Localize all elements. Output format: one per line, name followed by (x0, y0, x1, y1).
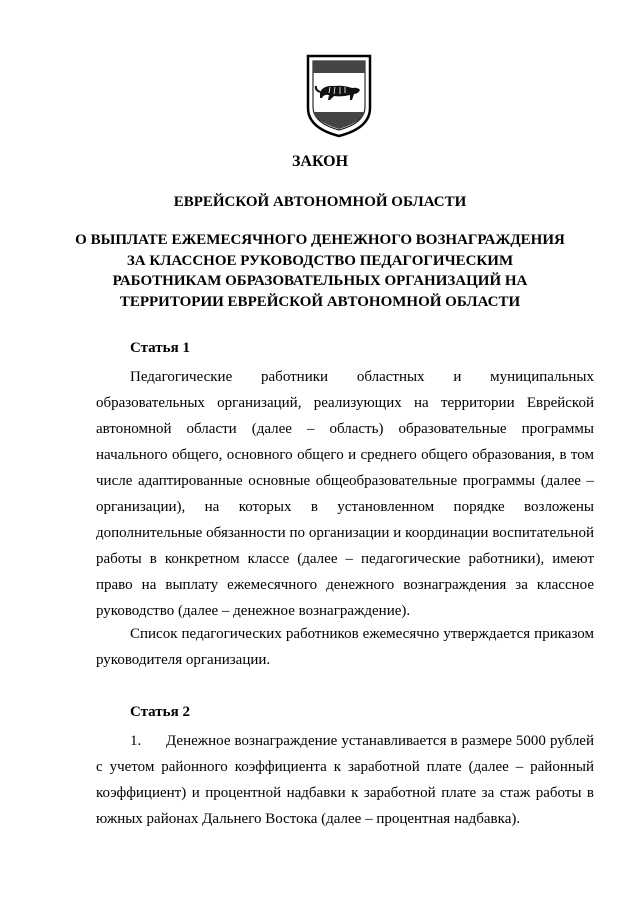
article-1-heading: Статья 1 (130, 340, 190, 356)
subject-line: РАБОТНИКАМ ОБРАЗОВАТЕЛЬНЫХ ОРГАНИЗАЦИЙ НА (112, 273, 528, 289)
article-1-paragraph-1: Педагогические работники областных и муниципальных образовательных организаций, реализующих на территории Еврейской автономной области (далее – область) образовательные программы начального общего, основного общего и среднего общего образования, в том числе адаптированные основные общеобразовательные программы (далее – организации), на которых в установленном порядке возложены дополнительные обязанности по организации и координации воспитательной работы в конкретном классе (далее – педагогические работники), имеют право на выплату ежемесячного денежного вознаграждения за классное руководство (далее – денежное вознаграждение). (96, 369, 594, 619)
region-title: ЕВРЕЙСКОЙ АВТОНОМНОЙ ОБЛАСТИ (173, 194, 467, 210)
subject-line: ЗА КЛАССНОЕ РУКОВОДСТВО ПЕДАГОГИЧЕСКИМ (126, 252, 514, 269)
article-2-item-1 (96, 728, 594, 832)
article-2-heading: Статья 2 (130, 704, 190, 720)
item-text: Денежное вознаграждение устанавливается в размере 5000 рублей с учетом районного коэффициента к заработной плате (далее – районный коэффициент) и процентной надбавки к заработной плате за стаж работы в южных районах Дальнего Востока (далее – процентная надбавка). (96, 733, 594, 827)
law-subject-title (0, 230, 640, 312)
item-number: 1. (130, 733, 142, 749)
subject-line: ТЕРРИТОРИИ ЕВРЕЙСКОЙ АВТОНОМНОЙ ОБЛАСТИ (119, 293, 521, 310)
subject-line: О ВЫПЛАТЕ ЕЖЕМЕСЯЧНОГО ДЕНЕЖНОГО ВОЗНАГРАЖДЕНИЯ (75, 232, 565, 248)
article-1-paragraph-2: Список педагогических работников ежемесячно утверждается приказом руководителя организации. (96, 626, 594, 668)
law-title: ЗАКОН (291, 153, 349, 170)
coat-of-arms-tiger-icon (304, 52, 374, 138)
